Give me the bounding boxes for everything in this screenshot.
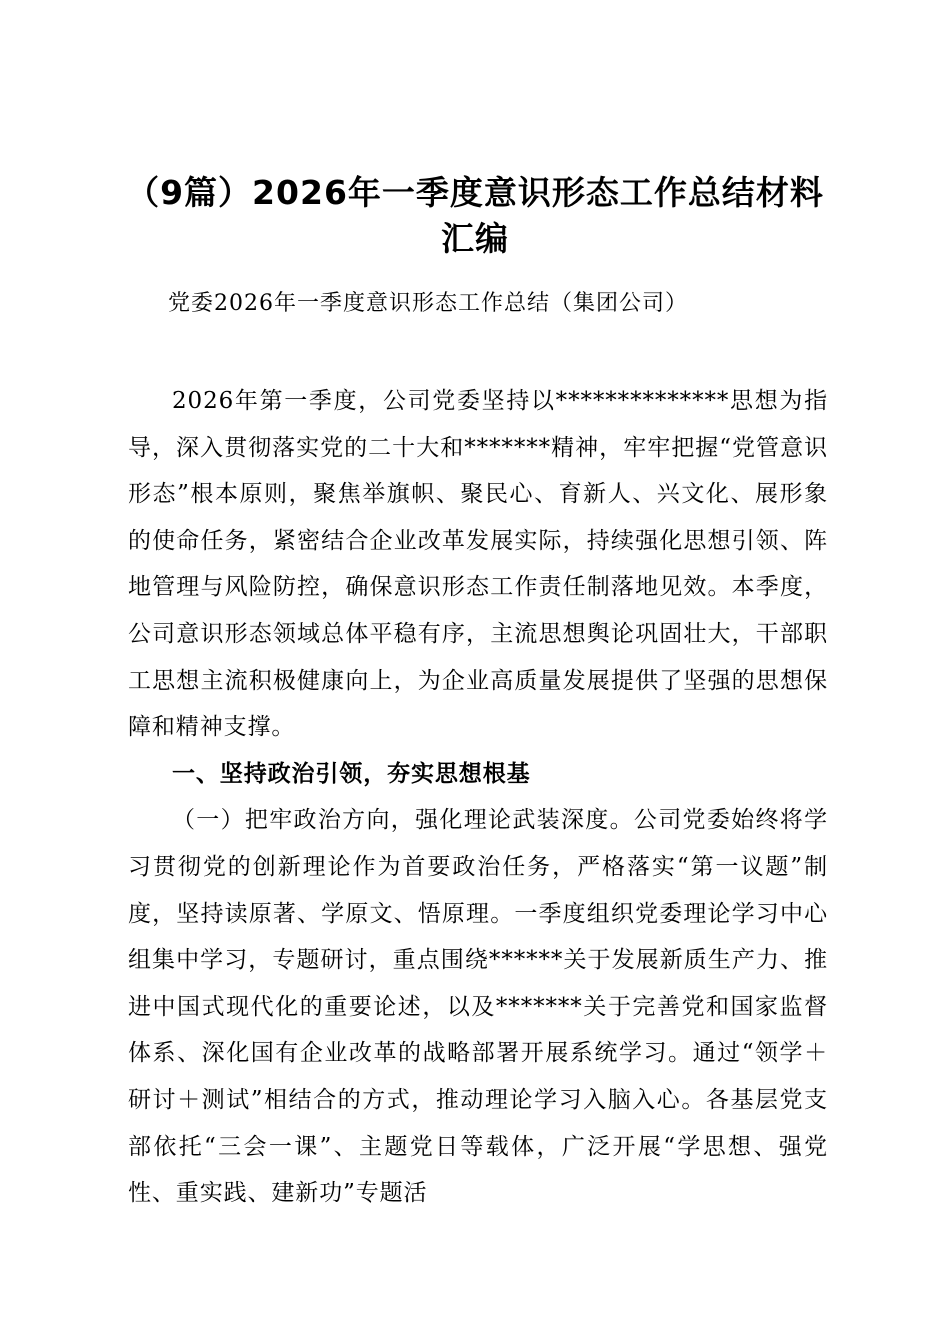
section-heading-1: 一、坚持政治引领，夯实思想根基 <box>172 760 531 787</box>
section-paragraph-1: （一）把牢政治方向，强化理论武装深度。公司党委始终将学习贯彻党的创新理论作为首要政治任务，严格落实“第一议题”制度，坚持读原著、学原文、悟原理。一季度组织党委理论学习中心组集中学习，专题研讨，重点围绕******关于发展新质生产力、推进中国式现代化的重要论述，以及*******关于完善党和国家监督体系、深化国有企业改革的战略部署开展系统学习。通过“领学＋研讨＋测试”相结合的方式，推动理论学习入脑入心。各基层党支部依托“三会一课”、主题党日等载体，广泛开展“学思想、强党性、重实践、建新功”专题活 <box>128 807 828 1207</box>
document-title: （9篇）2026年一季度意识形态工作总结材料汇编 <box>126 173 824 258</box>
intro-paragraph: 2026年第一季度，公司党委坚持以**************思想为指导，深入贯彻落实党的二十大和*******精神，牢牢把握“党管意识形态”根本原则，聚焦举旗帜、聚民心、育新人、兴文化、展形象的使命任务，紧密结合企业改革发展实际，持续强化思想引领、阵地管理与风险防控，确保意识形态工作责任制落地见效。本季度，公司意识形态领域总体平稳有序，主流思想舆论巩固壮大，干部职工思想主流积极健康向上，为企业高质量发展提供了坚强的思想保障和精神支撑。 <box>128 388 828 741</box>
document-body <box>128 378 828 1217</box>
document-subtitle: 党委2026年一季度意识形态工作总结（集团公司） <box>168 291 688 316</box>
